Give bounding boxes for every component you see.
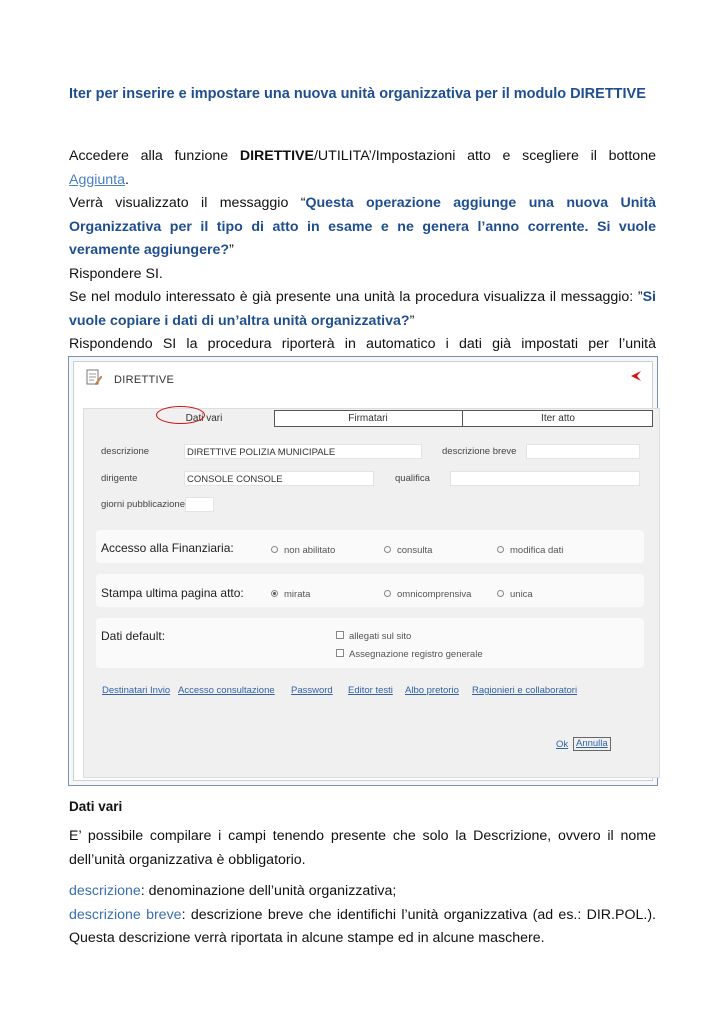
radio-label: non abilitato [284,545,336,556]
text: /UTILITA’/Impostazioni atto e scegliere il bottone [313,148,656,164]
intro-paragraph-4 [69,286,656,333]
checkbox-registro[interactable] [336,649,483,660]
radio-icon [384,546,391,553]
text: ” [229,242,234,258]
tab-iter-atto[interactable]: Iter atto [541,413,575,424]
link-albo-pretorio[interactable]: Albo pretorio [405,685,459,696]
default-title: Dati default: [101,629,166,643]
dirigente-input[interactable]: CONSOLE CONSOLE [184,471,374,486]
link-ragionieri[interactable]: Ragionieri e collaboratori [472,685,578,696]
tab-dati-vari[interactable]: Dati vari [185,413,223,424]
descrizione-breve-input[interactable] [526,444,640,459]
message-quote: Questa operazione aggiunge una nuova Unità Organizzativa per il tipo di atto in esame e ne genera l’anno corrente. Si vuole veramente aggiungere? [69,195,656,258]
section-paragraph-1: E’ possibile compilare i campi tenendo presente che solo la Descrizione, ovvero il nome dell’unità organizzativa è obbligatorio. [69,828,656,868]
window-frame [73,361,653,781]
radio-label: modifica dati [510,545,564,556]
text: Accedere alla funzione [69,148,240,164]
link-destinatari-invio[interactable]: Destinatari Invio [102,685,171,696]
radio-icon [497,546,504,553]
definition-descrizione-breve [69,904,656,951]
radio-non-abilitato[interactable] [271,545,335,556]
section-text [69,825,656,872]
checkbox-icon [336,649,344,657]
annulla-button[interactable]: Annulla [573,737,611,751]
intro-paragraph-3: Rispondere SI. [69,265,163,282]
radio-selected-icon [271,590,278,597]
text: ” [409,312,415,329]
descrizione-label: descrizione [101,446,150,457]
dirigente-label: dirigente [101,473,138,484]
radio-omnicomprensiva[interactable] [384,589,471,600]
definition-text: : denominazione dell’unità organizzativa; [140,883,397,899]
radio-label: consulta [397,545,433,556]
link-accesso-consultazione[interactable]: Accesso consultazione [178,685,275,696]
checkbox-label: allegati sul sito [349,631,412,642]
aggiunta-link[interactable]: Aggiunta [69,171,126,188]
radio-unica[interactable] [497,589,533,600]
definitions [69,880,656,951]
section-heading: Dati vari [69,799,123,814]
intro-paragraph-1 [69,145,656,192]
text: Se nel modulo interessato è già presente una unità la procedura visualizza il messaggio: ” [69,289,643,305]
descrizione-input[interactable]: DIRETTIVE POLIZIA MUNICIPALE [184,444,422,459]
ok-button[interactable]: Ok [556,739,569,750]
radio-label: omnicomprensiva [397,589,472,600]
radio-modifica-dati[interactable] [497,545,563,556]
checkbox-label: Assegnazione registro generale [349,649,483,660]
definition-text: : descrizione breve che identifichi l’unità organizzativa (ad es.: DIR.POL.). Questa descrizione verrà riportata in alcune stampe ed in alcune maschere. [69,906,656,946]
window-header [74,362,652,395]
giorni-pubblicazione-input[interactable] [185,497,214,512]
radio-icon [497,590,504,597]
link-password[interactable]: Password [291,685,333,696]
finanziaria-title: Accesso alla Finanziaria: [101,541,234,555]
text-bold: DIRETTIVE [239,148,314,164]
default-section [96,618,644,668]
message-quote: Si vuole copiare i dati di un’altra unità organizzativa? [69,289,656,329]
direttive-window-screenshot [68,356,658,786]
radio-label: mirata [284,589,311,600]
definition-descrizione [69,880,656,904]
close-icon[interactable] [630,370,642,382]
highlight-circle [156,406,205,424]
qualifica-label: qualifica [395,473,430,484]
radio-label: unica [510,589,533,600]
document-edit-icon [86,369,102,387]
qualifica-input[interactable] [450,471,640,486]
window-title: DIRETTIVE [114,374,175,386]
term: descrizione breve [69,906,182,923]
intro-paragraph-2 [69,192,656,263]
text: Verrà visualizzato il messaggio “ [69,195,306,211]
checkbox-allegati[interactable] [336,631,411,642]
giorni-pubblicazione-label: giorni pubblicazione [101,499,185,510]
text: . [125,171,129,188]
link-editor-testi[interactable]: Editor testi [348,685,393,696]
checkbox-icon [336,631,344,639]
intro-paragraph-5: Rispondendo SI la procedura riporterà in automatico i dati già impostati per l’unità [69,336,656,352]
descrizione-breve-label: descrizione breve [442,446,517,457]
radio-icon [384,590,391,597]
stampa-title: Stampa ultima pagina atto: [101,586,244,600]
tab-firmatari[interactable]: Firmatari [274,410,463,427]
radio-icon [271,546,278,553]
radio-mirata[interactable] [271,589,310,600]
radio-consulta[interactable] [384,545,432,556]
term: descrizione [69,883,141,899]
page-title: Iter per inserire e impostare una nuova unità organizzativa per il modulo DIRETTIVE [69,86,646,102]
